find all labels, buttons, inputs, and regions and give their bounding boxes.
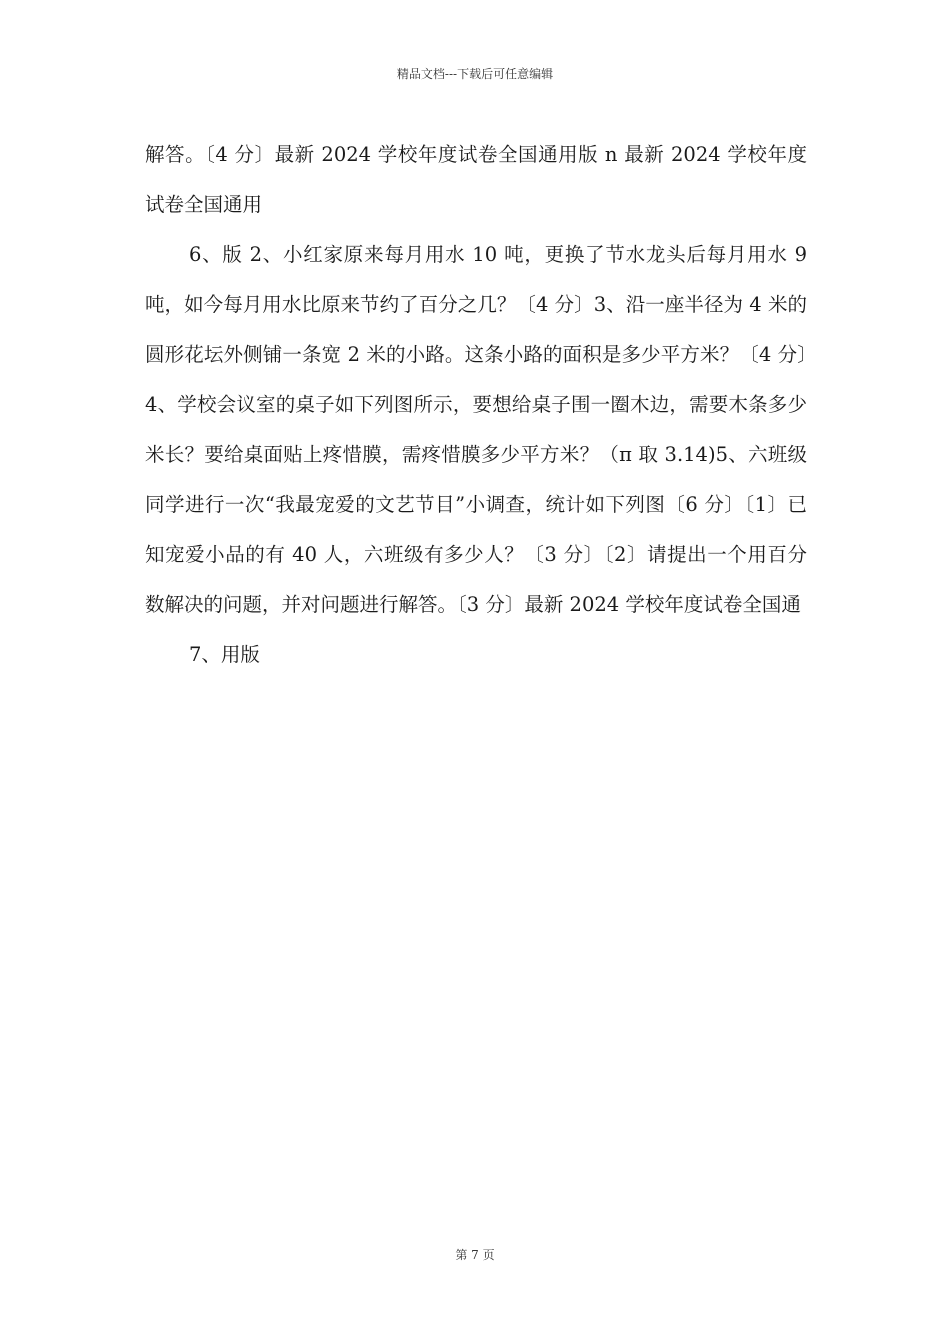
paragraph-1: 解答。〔4 分〕最新 2024 学校年度试卷全国通用版 n 最新 2024 学校年度试卷全国通用	[145, 143, 807, 216]
page-number: 第 7 页	[455, 1248, 495, 1262]
document-body	[145, 130, 807, 680]
paragraph-3: 7、用版	[189, 643, 260, 666]
page-header: 精品文档---下载后可任意编辑	[396, 67, 554, 81]
paragraph-2: 6、版 2、小红家原来每月用水 10 吨，更换了节水龙头后每月用水 9 吨，如今每月用水比原来节约了百分之几？〔4 分〕3、沿一座半径为 4 米的圆形花坛外侧铺一条宽 2 米的小路。这条小路的面积是多少平方米？〔4 分〕4、学校会议室的桌子如下列图所示，要想给桌子围一圈木边，需要木条多少米长？要给桌面贴上疼惜膜，需疼惜膜多少平方米？（π 取 3.14)5、六班级同学进行一次“我最宠爱的文艺节目”小调查，统计如下列图〔6 分〕〔1〕已知宠爱小品的有 40 人，六班级有多少人？〔3 分〕〔2〕请提出一个用百分数解决的问题，并对问题进行解答。〔3 分〕最新 2024 学校年度试卷全国通	[145, 243, 807, 616]
